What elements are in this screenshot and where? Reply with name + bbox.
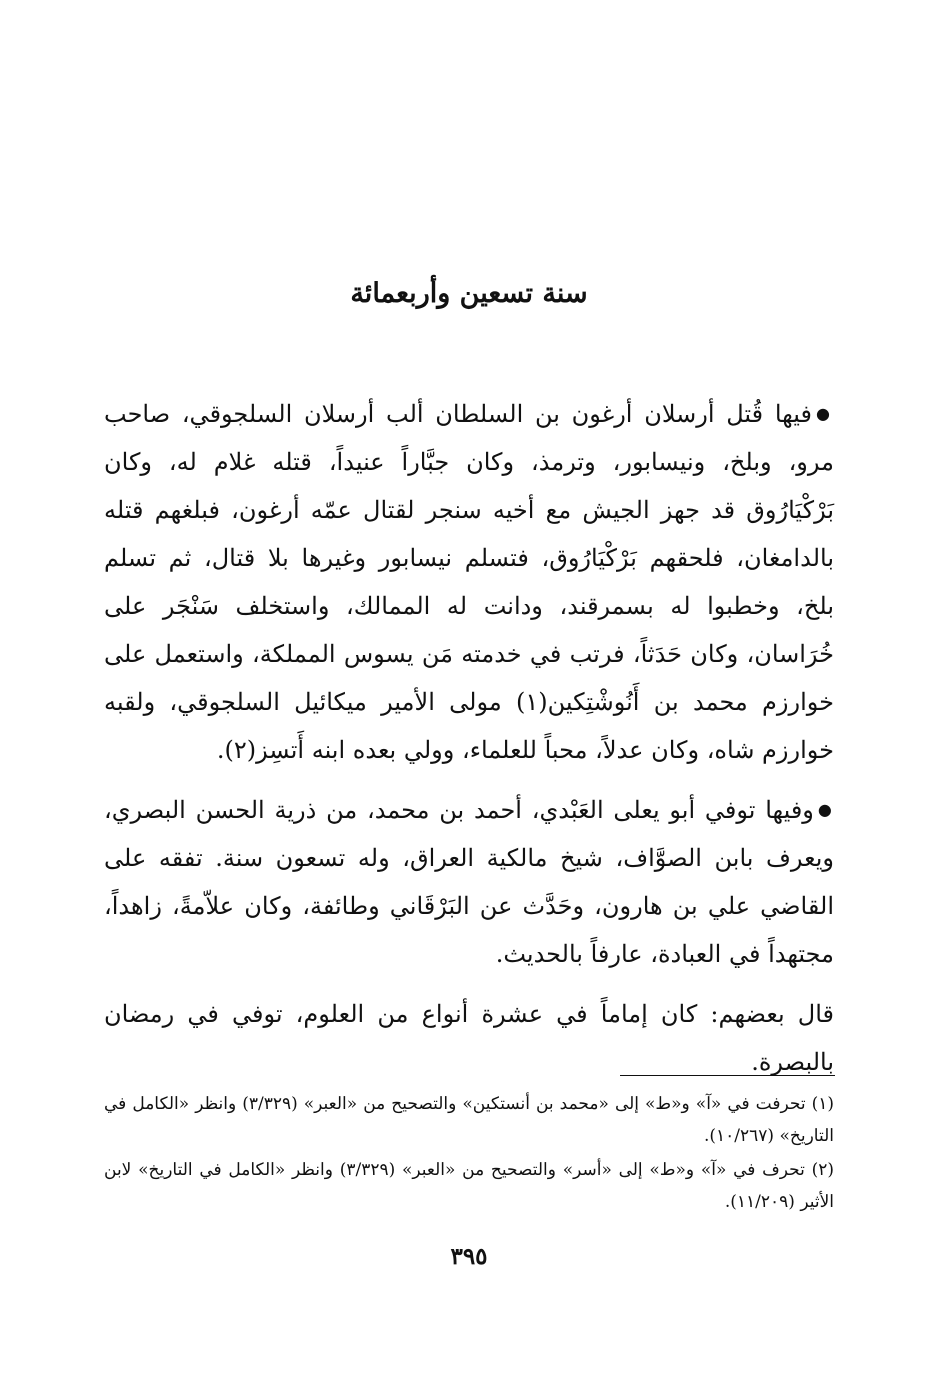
footnotes: [104, 1088, 834, 1220]
main-text: [104, 390, 834, 1098]
paragraph-text: قال بعضهم: كان إماماً في عشرة أنواع من العلوم، توفي في رمضان بالبصرة.: [104, 1000, 834, 1076]
paragraph-text: فيها قُتل أرسلان أرغون بن السلطان ألب أرسلان السلجوقي، صاحب مرو، وبلخ، ونيسابور، وترمذ، وكان جبَّاراً عنيداً، قتله غلام له، وكان بَرْكْيَارُوق قد جهز الجيش مع أخيه سنجر لقتال عمّه أرغون، فبلغهم قتله بالدامغان، فلحقهم بَرْكْيَارُوق، فتسلم نيسابور وغيرها بلا قتال، ثم تسلم بلخ، وخطبوا له بسمرقند، ودانت له الممالك، واستخلف سَنْجَر على خُرَاسان، وكان حَدَثاً، فرتب في خدمته مَن يسوس المملكة، واستعمل على خوارزم محمد بن أَنُوشْتِكين(١) مولى الأمير ميكائيل السلجوقي، ولقبه خوارزم شاه، وكان عدلاً، محباً للعلماء، وولي بعده ابنه أَتسِز(٢).: [104, 400, 835, 764]
paragraph-3: [104, 990, 834, 1086]
page-number: ٣٩٥: [450, 1243, 488, 1270]
bullet-icon: ●: [817, 800, 834, 819]
section-heading: سنة تسعين وأربعمائة: [350, 278, 588, 309]
paragraph-2: [104, 786, 834, 978]
bullet-icon: ●: [815, 404, 834, 423]
footnote-divider: [620, 1075, 835, 1076]
footnote-2: (٢) تحرف في «آ» و«ط» إلى «أسر» والتصحيح من «العبر» (٣/٣٢٩) وانظر «الكامل في التاريخ» لابن الأثير (١١/٢٠٩).: [104, 1160, 835, 1212]
footnote-1: (١) تحرفت في «آ» و«ط» إلى «محمد بن أنستكين» والتصحيح من «العبر» (٣/٣٢٩) وانظر «الكامل في التاريخ» (١٠/٢٦٧).: [104, 1094, 834, 1146]
paragraph-text: وفيها توفي أبو يعلى العَبْدي، أحمد بن محمد، من ذرية الحسن البصري، ويعرف بابن الصوَّاف، شيخ مالكية العراق، وله تسعون سنة. تفقه على القاضي علي بن هارون، وحَدَّث عن البَرْقَاني وطائفة، وكان علاّمةً، زاهداً، مجتهداً في العبادة، عارفاً بالحديث.: [104, 796, 834, 968]
paragraph-1: [104, 390, 834, 774]
